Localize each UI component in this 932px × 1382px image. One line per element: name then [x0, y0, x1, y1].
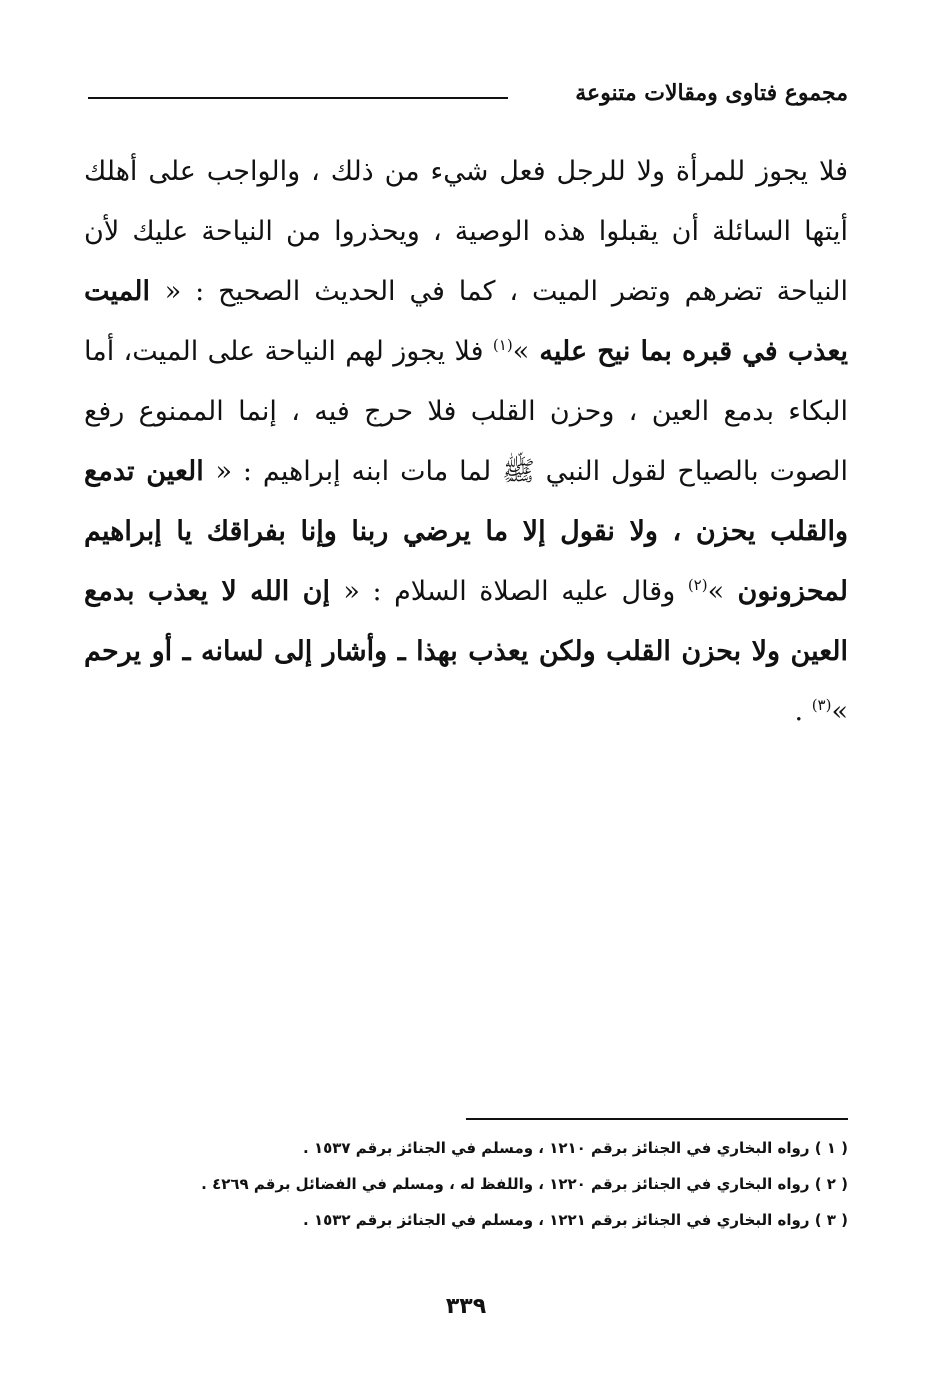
running-header	[88, 74, 848, 114]
hadith-quote-3: إن الله لا يعذب بدمع العين ولا بحزن القلب ولكن يعذب بهذا ـ وأشار إلى لسانه ـ أو يرحم	[84, 576, 848, 667]
quote-close-1: »	[512, 336, 530, 367]
footnotes	[88, 1130, 848, 1238]
footnote-separator	[466, 1118, 848, 1120]
page-number: ٣٣٩	[445, 1294, 487, 1319]
footnote-2: ( ٢ ) رواه البخاري في الجنائز برقم ١٢٢٠ ، واللفظ له ، ومسلم في الفضائل برقم ٤٢٦٩ .	[201, 1175, 848, 1193]
text-segment-3: وقال عليه الصلاة السلام : «	[343, 576, 688, 607]
header-title: مجموع فتاوى ومقالات متنوعة	[575, 80, 848, 106]
hadith-quote-1: الميت يعذب في قبره بما نيح عليه	[84, 276, 848, 367]
footnote-3: ( ٣ ) رواه البخاري في الجنائز برقم ١٢٢١ ، ومسلم في الجنائز برقم ١٥٣٢ .	[303, 1211, 848, 1229]
quote-close-3: »	[831, 696, 848, 727]
footnote-ref-1[interactable]: (١)	[492, 336, 513, 354]
header-rule	[88, 97, 508, 99]
main-text	[84, 142, 848, 742]
footnote-ref-2[interactable]: (٢)	[687, 576, 708, 594]
text-end: .	[794, 696, 812, 727]
footnote-1: ( ١ ) رواه البخاري في الجنائز برقم ١٢١٠ ، ومسلم في الجنائز برقم ١٥٣٧ .	[303, 1139, 848, 1157]
text-segment-1: فلا يجوز للمرأة ولا للرجل فعل شيء من ذلك ، والواجب على أهلك أيتها السائلة أن يقبلوا هذه الوصية ، ويحذروا من النياحة عليك لأن النياحة تضرهم وتضر الميت ، كما في الحديث الصحيح : «	[84, 156, 848, 307]
text-segment-2: فلا يجوز لهم النياحة على الميت، أما البكاء بدمع العين ، وحزن القلب فلا حرج فيه ، إنما الممنوع رفع الصوت بالصياح لقول النبي ﷺ لما مات ابنه إبراهيم : «	[84, 336, 848, 487]
quote-close-2: »	[707, 576, 725, 607]
footnote-ref-3[interactable]: (٣)	[811, 696, 832, 714]
hadith-quote-2: العين تدمع والقلب يحزن ، ولا نقول إلا ما يرضي ربنا وإنا بفراقك يا إبراهيم لمحزونون	[84, 456, 848, 607]
